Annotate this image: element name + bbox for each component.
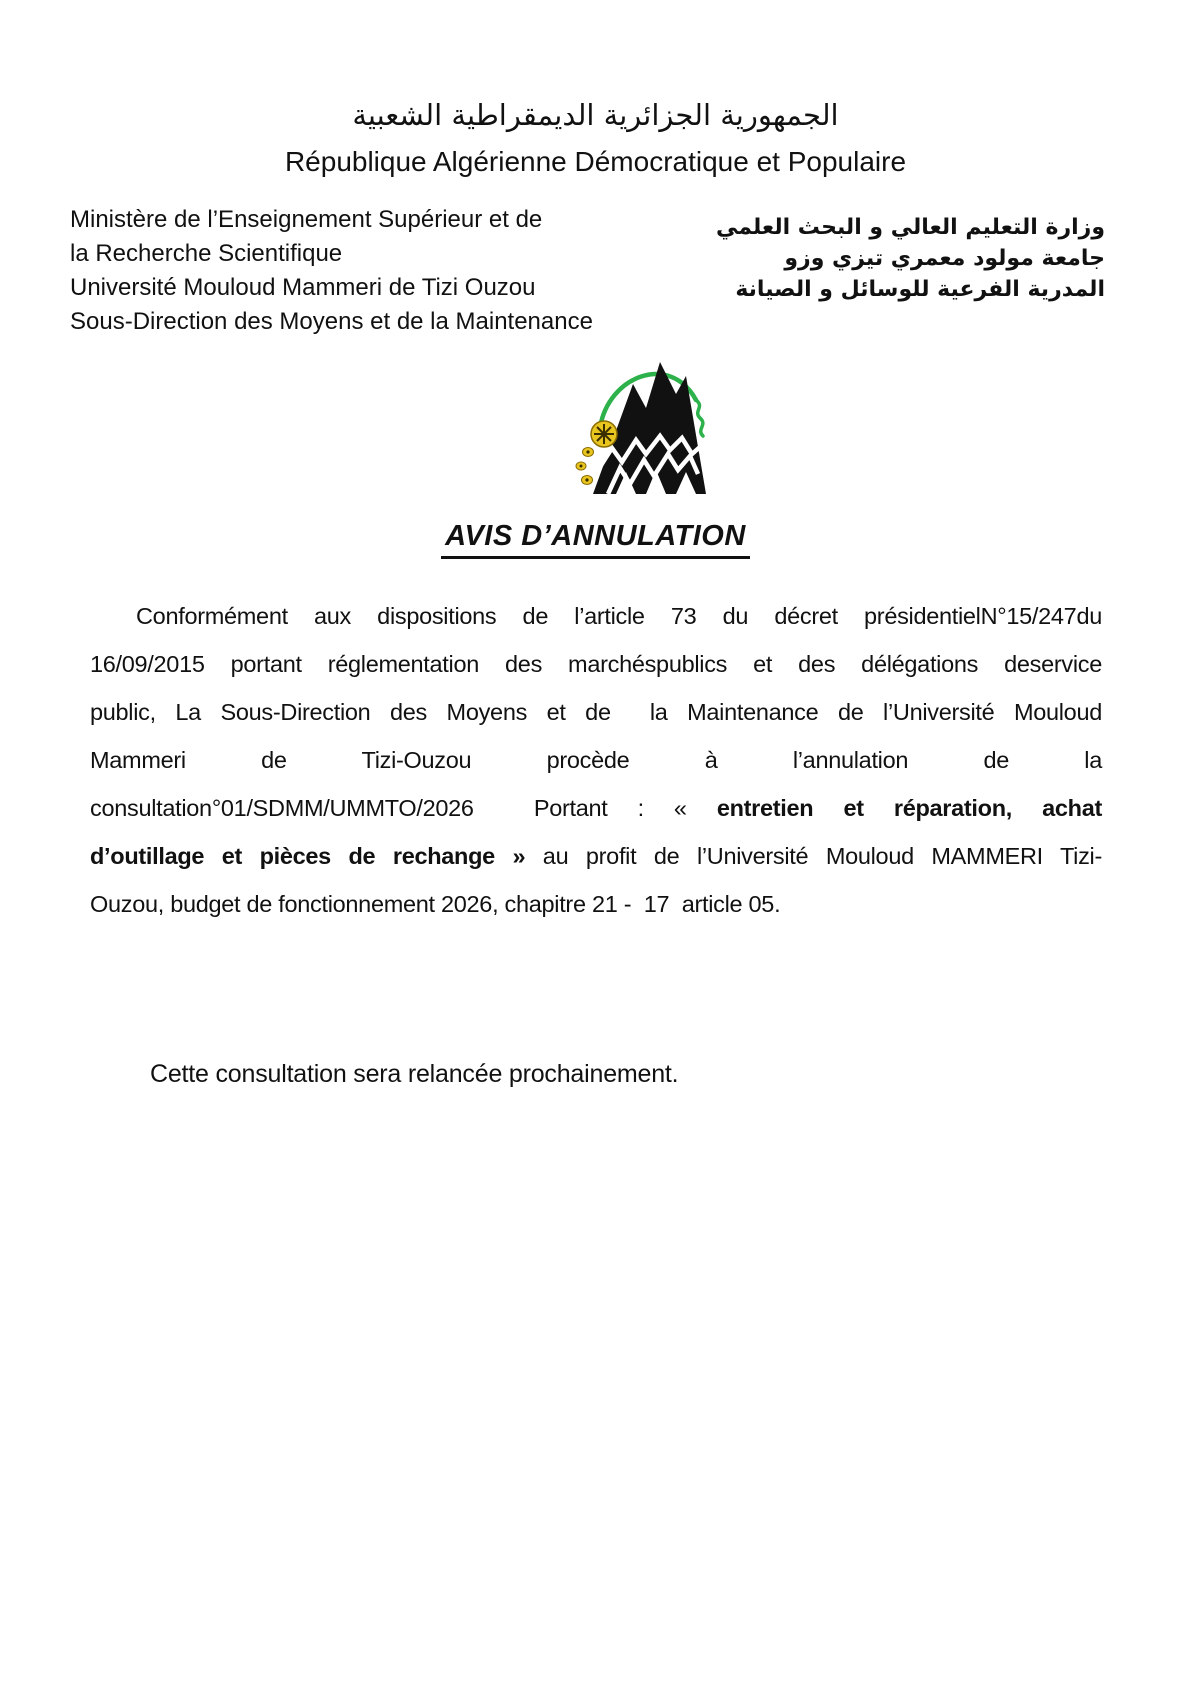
body-text: Mammeri de Tizi-Ouzou procède à l’annulation de la <box>90 747 1102 773</box>
republic-title-arabic: الجمهورية الجزائرية الديمقراطية الشعبية <box>352 98 839 132</box>
body-line <box>90 640 1102 688</box>
body-line <box>90 688 1102 736</box>
subdirection-line-ar: المدرية الفرعية للوسائل و الصيانة <box>735 277 1105 302</box>
body-text: Conformément aux dispositions de l’article 73 du décret présidentielN°15/247du <box>136 603 1102 629</box>
body-text: au profit de l’Université Mouloud MAMMERI Tizi- <box>525 843 1103 869</box>
ministry-line: Ministère de l’Enseignement Supérieur et de <box>70 206 543 233</box>
body-line <box>90 880 1102 928</box>
ministry-line: la Recherche Scientifique <box>70 240 343 267</box>
republic-title-french: République Algérienne Démocratique et Populaire <box>284 146 907 177</box>
body-line <box>90 832 1102 880</box>
ministry-block-arabic <box>716 212 1105 305</box>
notice-body <box>90 592 1102 928</box>
ummto-logo-image <box>538 350 716 496</box>
subdirection-line: Sous-Direction des Moyens et de la Maintenance <box>70 308 593 335</box>
university-line: Université Mouloud Mammeri de Tizi Ouzou <box>70 274 536 301</box>
notice-title-text: AVIS D’ANNULATION <box>441 520 750 559</box>
ministry-block-french <box>70 203 593 339</box>
ummto-logo <box>538 350 716 496</box>
body-line <box>90 592 1102 640</box>
notice-title <box>0 520 1191 559</box>
body-text: 16/09/2015 portant réglementation des marchéspublics et des délégations deservice <box>90 651 1102 677</box>
university-line-ar: جامعة مولود معمري تيزي وزو <box>784 246 1105 271</box>
body-text-bold: d’outillage et pièces de rechange » <box>90 843 526 869</box>
body-text: consultation°01/SDMM/UMMTO/2026 Portant : « <box>90 795 717 821</box>
closing-line: Cette consultation sera relancée prochainement. <box>150 1060 679 1088</box>
body-text: Ouzou, budget de fonctionnement 2026, chapitre 21 - 17 article 05. <box>90 891 781 917</box>
body-text-bold: entretien et réparation, achat <box>716 795 1102 821</box>
body-line <box>90 784 1102 832</box>
body-line <box>90 736 1102 784</box>
body-text: public, La Sous-Direction des Moyens et de la Maintenance de l’Université Mouloud <box>90 699 1102 725</box>
ministry-line-ar: وزارة التعليم العالي و البحث العلمي <box>715 215 1105 240</box>
